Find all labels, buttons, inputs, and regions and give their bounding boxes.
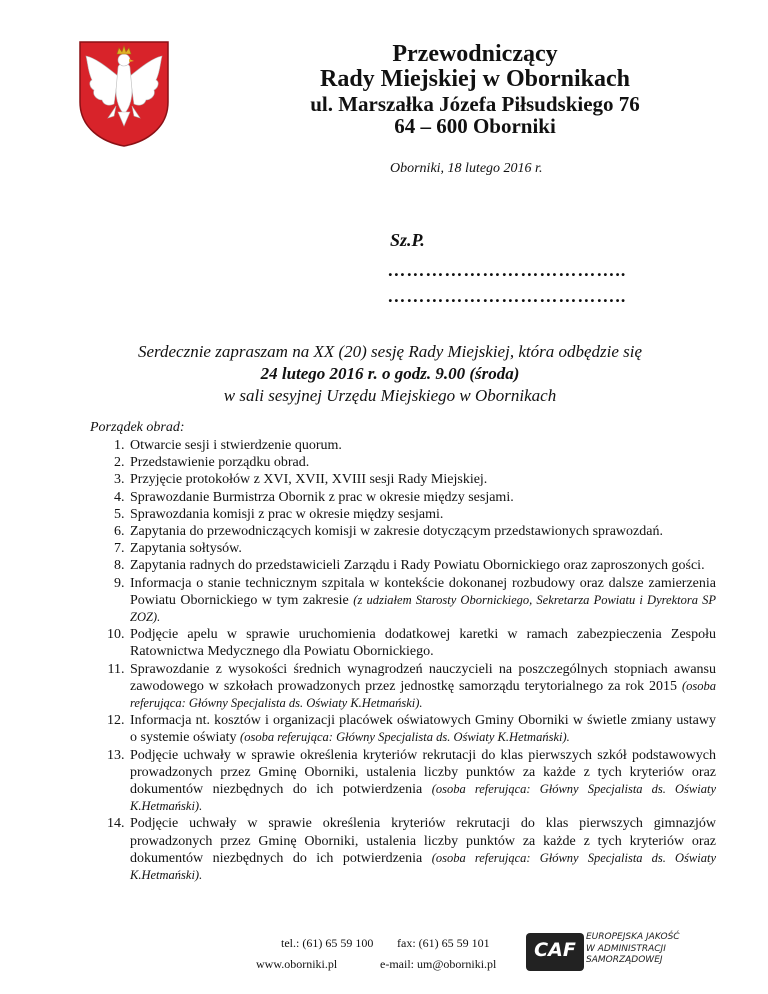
agenda-item-note: (osoba referująca: Główny Specjalista ds. Oświaty K.Hetmański). [240, 730, 570, 745]
agenda-item-text: Informacja o stanie technicznym szpitala w kontekście dokonanej rozbudowy oraz dalsze zamierzenia Powiatu Obornickiego w tym zakresie [130, 575, 716, 608]
caf-logo [526, 933, 584, 971]
agenda-item [128, 437, 716, 454]
caf-caption [586, 932, 680, 967]
agenda-item-text: Podjęcie uchwały w sprawie określenia kryteriów rekrutacji do klas pierwszych gimnazjów prowadzonych przez Gminę Oborniki, ustalenia liczby punktów za każde z tych kryteriów oraz dokumentów niezbędnych do ich potwierdzenia [130, 816, 716, 866]
session-date-time: 24 lutego 2016 r. o godz. 9.00 (środa) [260, 364, 520, 383]
agenda-item-note: (osoba referująca: Główny Specjalista ds. Oświaty K.Hetmański). [130, 850, 716, 883]
agenda-item [128, 661, 716, 713]
agenda-item [128, 712, 716, 746]
agenda-item [128, 454, 716, 471]
agenda-item-note: (osoba referująca: Główny Specjalista ds. Oświaty K.Hetmański). [130, 678, 716, 711]
coat-of-arms-icon [78, 40, 170, 148]
agenda-list [92, 437, 716, 884]
invitation-text: Serdecznie zapraszam na XX (20) sesję Rady Miejskiej, która odbędzie się [137, 342, 643, 361]
agenda-item-text: Informacja nt. kosztów i organizacji placówek oświatowych Gminy Oborniki w świetle zmiany ustawy o systemie oświaty [130, 713, 716, 746]
agenda-item [128, 540, 716, 557]
agenda-item-note: (z udziałem Starosty Obornickiego, Sekretarza Powiatu i Dyrektora SP ZOZ). [130, 592, 716, 625]
agenda-item-text: Sprawozdanie z wysokości średnich wynagrodzeń nauczycieli na poszczególnych stopniach awansu zawodowego w szkołach prowadzonych przez jednostkę samorządu terytorialnego za rok 2015 [130, 661, 716, 694]
agenda-item [128, 557, 716, 574]
letter-date: Oborniki, 18 lutego 2016 r. [390, 161, 543, 176]
agenda-item-text: Podjęcie apelu w sprawie uruchomienia dodatkowej karetki w ramach zabezpieczenia Zespołu Ratownictwa Medycznego dla Powiatu Obornickiego. [130, 627, 716, 660]
session-location: w sali sesyjnej Urzędu Miejskiego w Obornikach [223, 386, 557, 405]
footer-phone: tel.: (61) 65 59 100 [281, 936, 374, 950]
agenda-item [128, 575, 716, 627]
agenda-item-text: Zapytania radnych do przedstawicieli Zarządu i Rady Powiatu Obornickiego oraz zaproszonych gości. [130, 558, 705, 574]
agenda-item-text: Otwarcie sesji i stwierdzenie quorum. [130, 438, 342, 453]
agenda-label: Porządek obrad: [90, 420, 185, 435]
addressee-line-2: ……………………………….. [388, 286, 627, 306]
footer-website[interactable]: www.oborniki.pl [256, 957, 338, 971]
caf-caption-line: EUROPEJSKA JAKOŚĆ [586, 932, 680, 942]
agenda-item-text: Przedstawienie porządku obrad. [130, 455, 310, 471]
footer-fax: fax: (61) 65 59 101 [397, 936, 490, 950]
agenda-item-text: Podjęcie uchwały w sprawie określenia kryteriów rekrutacji do klas pierwszych szkół podstawowych prowadzonych przez Gminę Oborniki, ustalenia liczby punktów za każde z tych kryteriów oraz dokumentów niezbędnych do ich potwierdzenia [130, 747, 716, 798]
agenda-item-note: (osoba referująca: Główny Specjalista ds. Oświaty K.Hetmański). [130, 782, 716, 814]
sender-postal: 64 – 600 Oborniki [394, 114, 556, 138]
agenda-item [128, 747, 716, 816]
caf-logo-text: CAF [534, 939, 576, 961]
sender-institution: Rady Miejskiej w Obornikach [319, 66, 630, 92]
sender-street: ul. Marszałka Józefa Piłsudskiego 76 [310, 92, 640, 116]
agenda-item [128, 523, 716, 540]
caf-caption-line: SAMORZĄDOWEJ [586, 955, 663, 965]
agenda-item [128, 506, 716, 523]
agenda-item-text: Sprawozdanie Burmistrza Obornik z prac w okresie między sesjami. [130, 489, 514, 505]
addressee-line-1: ……………………………….. [388, 260, 627, 280]
sender-title: Przewodniczący [392, 41, 558, 67]
footer-email[interactable]: e-mail: um@oborniki.pl [380, 957, 497, 971]
agenda-item [128, 815, 716, 884]
agenda-item-text: Zapytania sołtysów. [130, 541, 242, 557]
agenda-item [128, 489, 716, 506]
agenda-item-text: Zapytania do przewodniczących komisji w zakresie dotyczącym przedstawionych sprawozdań. [130, 524, 663, 540]
agenda-item [128, 471, 716, 488]
agenda-item-text: Przyjęcie protokołów z XVI, XVII, XVIII sesji Rady Miejskiej. [130, 472, 488, 488]
agenda-item-text: Sprawozdania komisji z prac w okresie między sesjami. [130, 506, 444, 522]
addressee-salutation: Sz.P. [390, 230, 425, 250]
caf-caption-line: W ADMINISTRACJI [586, 943, 666, 954]
agenda-item [128, 626, 716, 660]
